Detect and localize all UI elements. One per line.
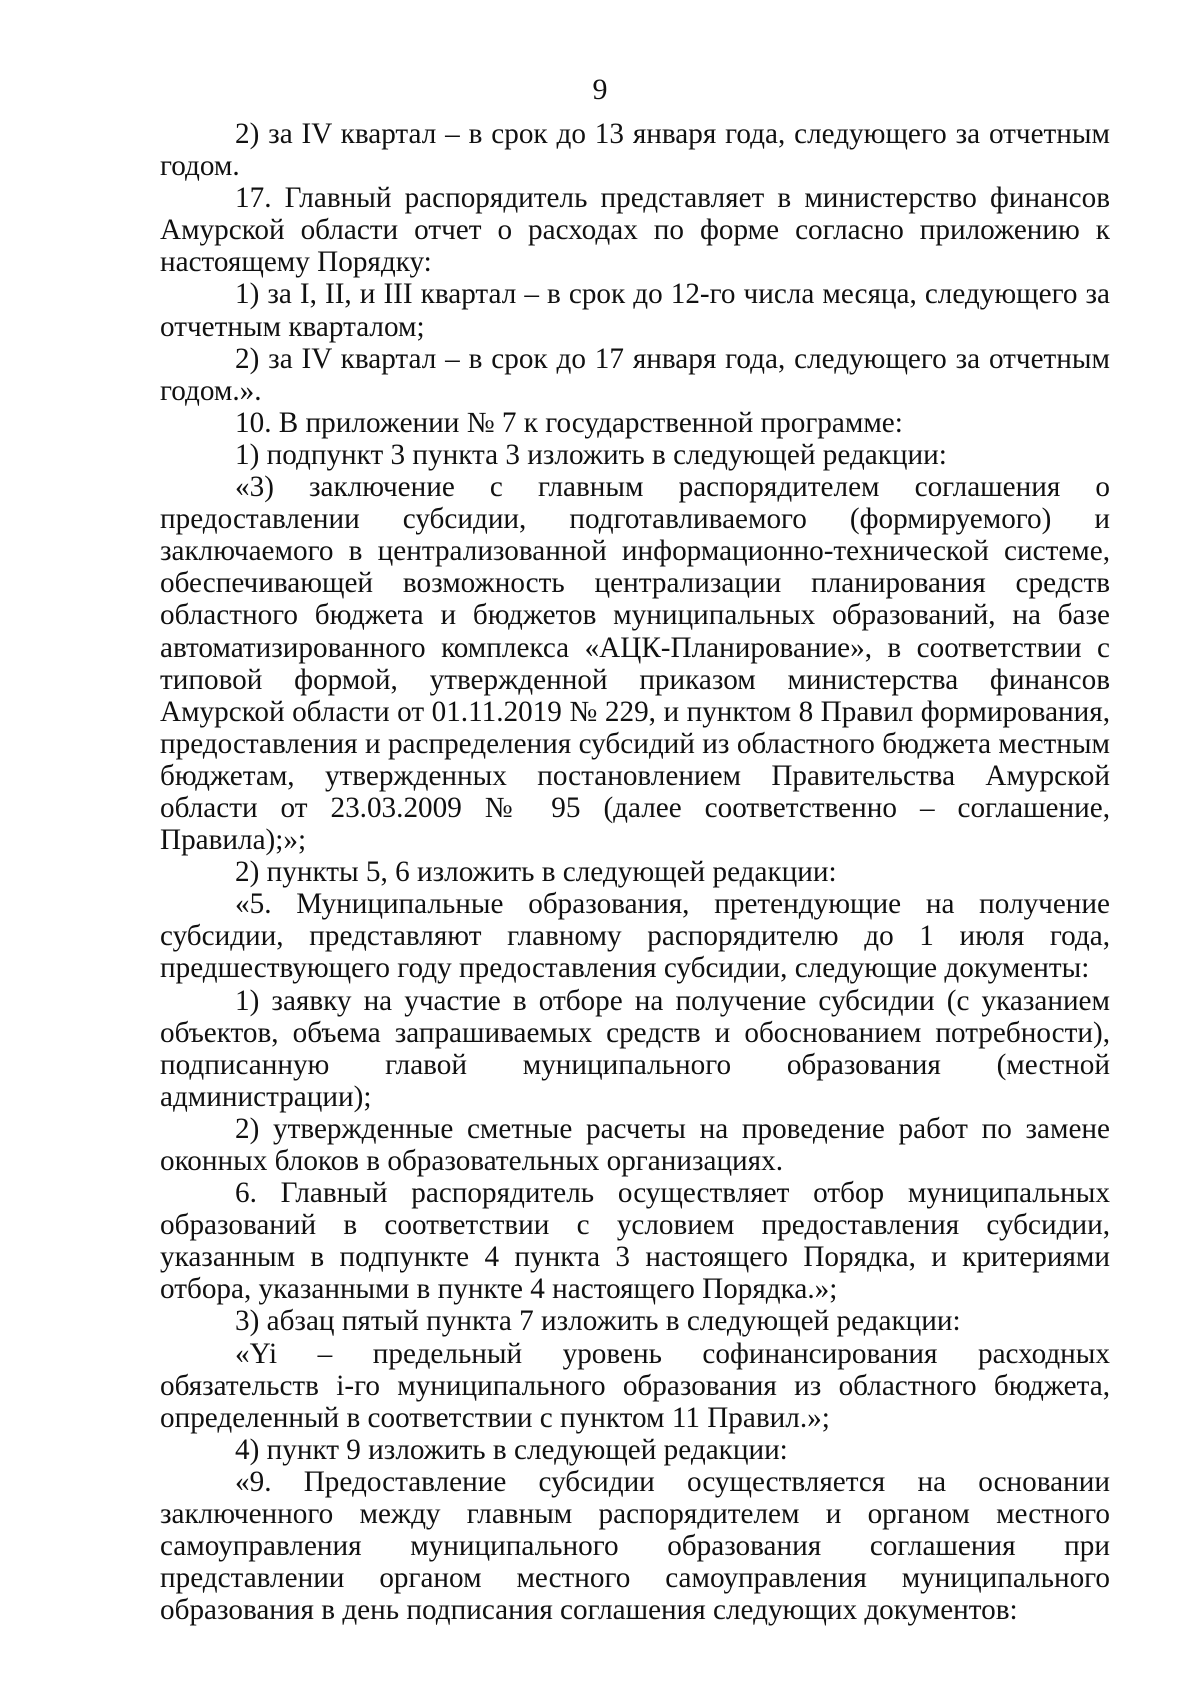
paragraph-items-5-6: 2) пункты 5, 6 изложить в следующей редакции:	[235, 856, 837, 889]
paragraph-subsidy-provision: «9. Предоставление субсидии осуществляется на основании заключенного между главным распорядителем и органом местного самоуправления муниципального образования соглашения при представлении органом местного самоуправления муниципального образования в день подписания соглашения следующих документов:	[160, 1465, 1110, 1627]
paragraph-q4-deadline-jan-17: 2) за IV квартал – в срок до 17 января года, следующего за отчетным годом.».	[160, 342, 1110, 407]
paragraph-estimates: 2) утвержденные сметные расчеты на проведение работ по замене оконных блоков в образовательных организациях.	[160, 1112, 1110, 1177]
paragraph-item-7-fifth-paragraph: 3) абзац пятый пункта 7 изложить в следующей редакции:	[235, 1305, 961, 1338]
paragraph-application: 1) заявку на участие в отборе на получение субсидии (с указанием объектов, объема запрашиваемых средств и обоснованием потребности), подписанную главой муниципального образования (местной администрации);	[160, 984, 1110, 1113]
document-body	[160, 118, 1110, 1626]
paragraph-10-appendix-7: 10. В приложении № 7 к государственной программе:	[235, 406, 903, 439]
paragraph-q4-deadline-jan-13: 2) за IV квартал – в срок до 13 января года, следующего за отчетным годом.	[160, 118, 1110, 183]
paragraph-17-expense-report: 17. Главный распорядитель представляет в министерство финансов Амурской области отчет о расходах по форме согласно приложению к настоящему Порядку:	[160, 182, 1110, 279]
paragraph-item-6-selection: 6. Главный распорядитель осуществляет отбор муниципальных образований в соответствии с условием предоставления субсидии, указанным в подпункте 4 пункта 3 настоящего Порядка, и критериями отбора, указанными в пункте 4 настоящего Порядка.»;	[160, 1177, 1110, 1306]
paragraph-agreement-conclusion: «3) заключение с главным распорядителем соглашения о предоставлении субсидии, подготавливаемого (формируемого) и заключаемого в централизованной информационно-технической системе, обеспечивающей возможность централизации планирования средств областного бюджета и бюджетов муниципальных образований, на базе автоматизированного комплекса «АЦК-Планирование», в соответствии с типовой формой, утвержденной приказом министерства финансов Амурской области от 01.11.2019 № 229, и пунктом 8 Правил формирования, предоставления и распределения субсидий из областного бюджета местным бюджетам, утвержденных постановлением Правительства Амурской области от 23.03.2009 № 95 (далее соответственно – соглашение, Правила);»;	[160, 471, 1110, 857]
paragraph-item-5-municipalities: «5. Муниципальные образования, претендующие на получение субсидии, представляют главному распорядителю до 1 июля года, предшествующего году предоставления субсидии, следующие документы:	[160, 888, 1110, 985]
paragraph-item-9: 4) пункт 9 изложить в следующей редакции:	[235, 1433, 788, 1466]
paragraph-q1-q3-deadline: 1) за I, II, и III квартал – в срок до 12-го числа месяца, следующего за отчетным кварталом;	[160, 278, 1110, 343]
page-number: 9	[592, 73, 608, 106]
paragraph-subitem-3-item-3: 1) подпункт 3 пункта 3 изложить в следующей редакции:	[235, 438, 947, 471]
paragraph-yi-cofinancing: «Yi – предельный уровень софинансирования расходных обязательств i-го муниципального образования из областного бюджета, определенный в соответствии с пунктом 11 Правил.»;	[160, 1337, 1110, 1434]
